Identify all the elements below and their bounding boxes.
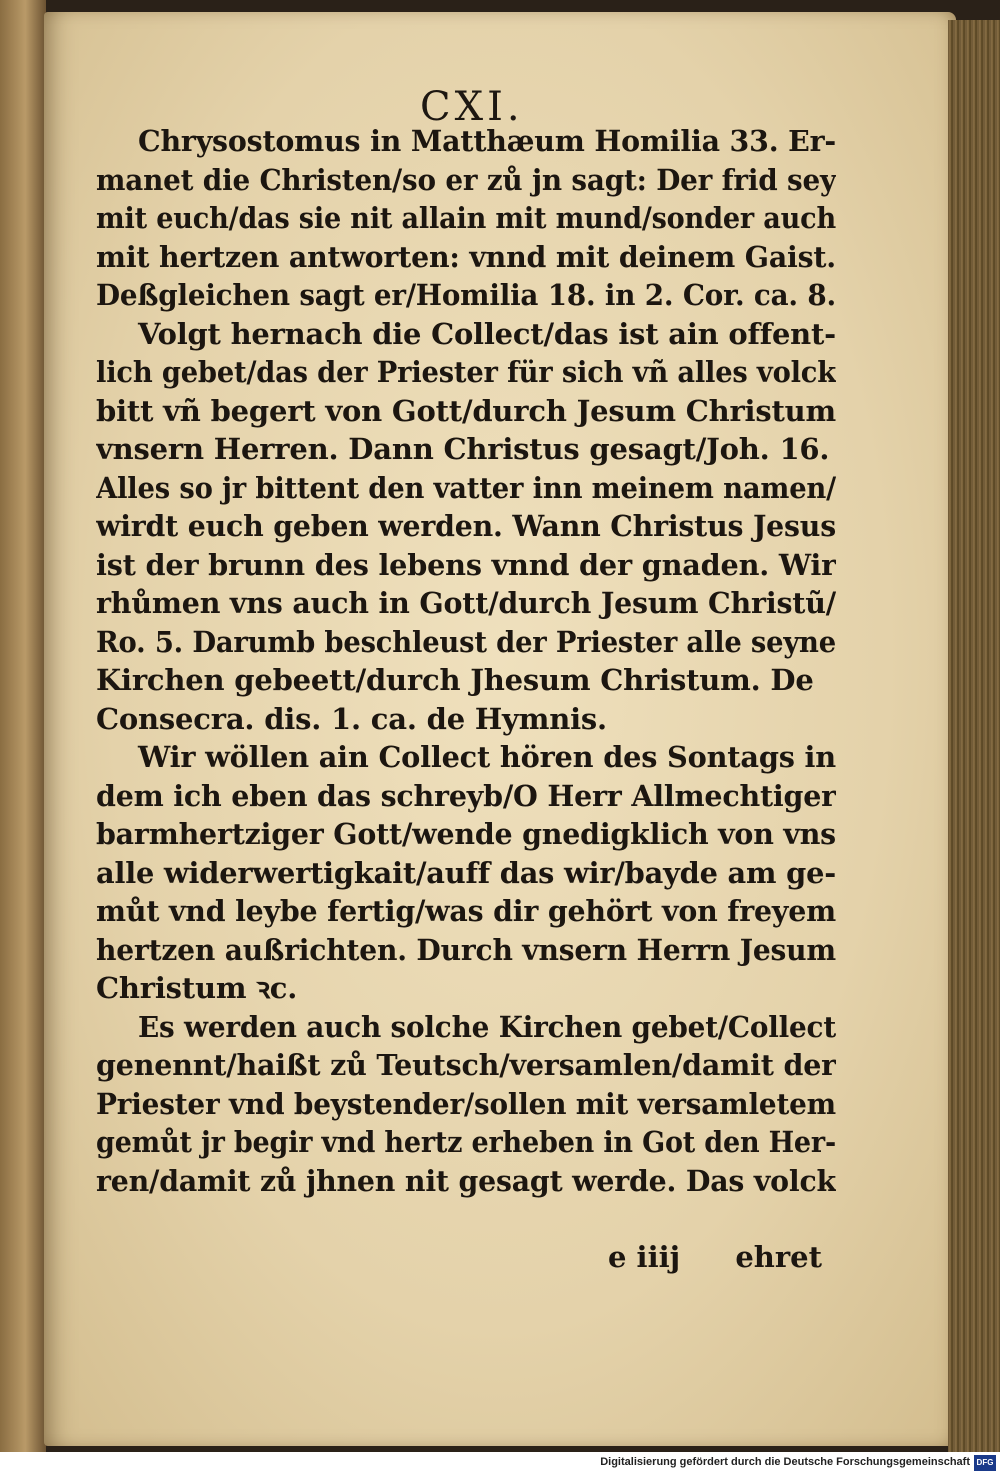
signature-line [96,1240,836,1280]
folio-number: CXI. [420,84,524,130]
text-line: rhůmen vns auch in Gott/durch Jesum Christũ/ [96,586,836,620]
text-line: Wir wöllen ain Collect hören des Sontags in [138,740,836,774]
text-line: Volgt hernach die Collect/das ist ain offent- [138,316,836,351]
text-line: Deßgleichen sagt er/Homilia 18. in 2. Cor. ca. 8. [96,278,836,312]
facing-page-edge [0,0,46,1452]
footer-credit: Digitalisierung gefördert durch die Deutsche Forschungsgemeinschaft [600,1456,970,1468]
text-line: Ro. 5. Darumb beschleust der Priester alle seyne [96,624,836,659]
text-line: lich gebet/das der Priester für sich vñ alles volck [96,355,836,389]
text-line: Priester vnd beystender/sollen mit versamletem [96,1086,836,1121]
text-line: vnsern Herren. Dann Christus gesagt/Joh. 16. [96,432,830,466]
text-line: Kirchen gebeett/durch Jhesum Christum. De [96,663,814,697]
catchword: ehret [735,1240,822,1274]
text-line: Consecra. dis. 1. ca. de Hymnis. [96,701,607,736]
footer-bar [0,1452,1000,1476]
text-line: ist der brunn des lebens vnnd der gnaden. Wir [96,547,836,582]
text-line: barmhertziger Gott/wende gnedigklich von vns [96,817,836,851]
text-line: gemůt jr begir vnd hertz erheben in Got den Her- [96,1125,836,1159]
signature-mark: e iiij [608,1240,681,1274]
text-line: alle widerwertigkait/auff das wir/bayde am ge- [96,855,836,890]
text-line: wirdt euch geben werden. Wann Christus Jesus [96,509,836,543]
text-line: Es werden auch solche Kirchen gebet/Collect [138,1009,836,1044]
text-line: dem ich eben das schreyb/O Herr Allmechtiger [96,778,836,813]
text-line: ren/damit zů jhnen nit gesagt werde. Das volck [96,1163,836,1198]
text-line: Christum ꝛc. [96,971,298,1005]
text-line: Alles so jr bittent den vatter inn meinem namen/ [96,470,836,505]
text-line: hertzen außrichten. Durch vnsern Herrn Jesum [96,932,836,967]
text-line: genennt/haißt zů Teutsch/versamlen/damit der [96,1048,836,1082]
text-line: můt vnd leybe fertig/was dir gehört von freyem [96,894,836,928]
text-line: mit euch/das sie nit allain mit mund/sonder auch [96,201,836,235]
text-line: bitt vñ begert von Gott/durch Jesum Christum [96,393,836,428]
dfg-logo: DFG [974,1455,996,1471]
text-block [96,122,836,1200]
text-line: mit hertzen antworten: vnnd mit deinem Gaist. [96,239,836,274]
text-line: manet die Christen/so er zů jn sagt: Der frid sey [96,162,836,197]
page-stack-edge [948,20,1000,1452]
text-line: Chrysostomus in Matthæum Homilia 33. Er- [138,124,836,158]
